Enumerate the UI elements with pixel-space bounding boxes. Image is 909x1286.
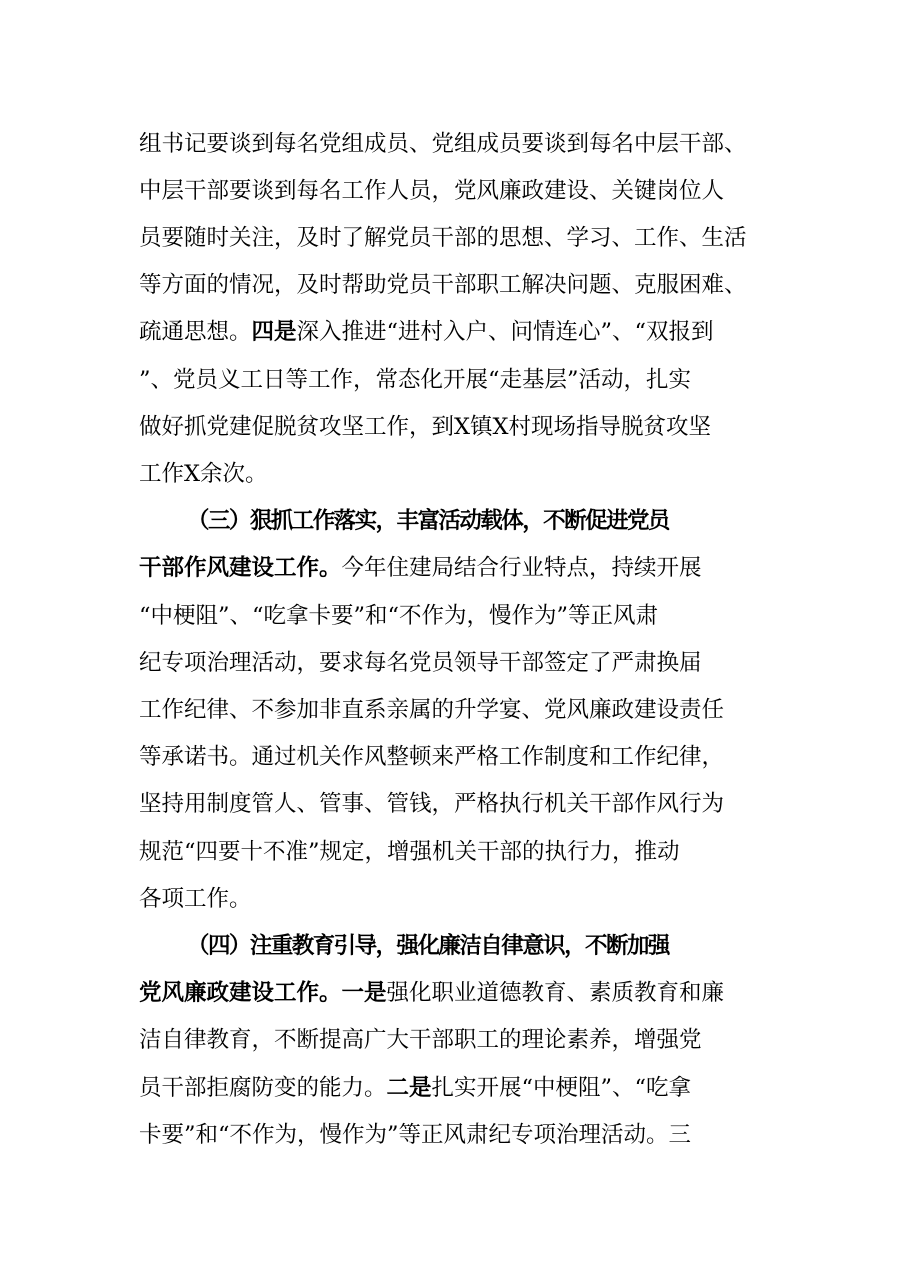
text-line xyxy=(139,1117,789,1153)
text-line xyxy=(139,267,789,303)
text-segment: 等承诺书。通过机关作风整顿来严格工作制度和工作纪律， xyxy=(139,744,725,770)
text-line xyxy=(139,314,789,350)
bold-text-segment: 二是 xyxy=(386,1075,432,1101)
text-segment: 坚持用制度管人、管事、管钱，严格执行机关干部作风行为 xyxy=(139,791,725,817)
text-segment: 今年住建局结合行业特点，持续开展 xyxy=(341,555,702,581)
text-segment: 工作X余次。 xyxy=(139,461,268,487)
section-heading-line xyxy=(187,503,837,539)
text-line xyxy=(139,739,789,775)
text-line xyxy=(139,881,789,917)
text-line xyxy=(139,220,789,256)
text-line xyxy=(139,645,789,681)
section-heading: （四）注重教育引导，强化廉洁自律意识，不断加强 xyxy=(187,933,669,959)
text-segment: 规范“四要十不准”规定，增强机关干部的执行力，推动 xyxy=(139,839,680,865)
text-line xyxy=(139,692,789,728)
text-segment: 员干部拒腐防变的能力。 xyxy=(139,1075,387,1101)
text-segment: 扎实开展“中梗阻”、“吃拿 xyxy=(431,1075,692,1101)
bold-text-segment: 一是 xyxy=(341,980,387,1006)
text-line xyxy=(139,975,789,1011)
text-segment: 疏通思想。 xyxy=(139,319,252,345)
text-segment: 等方面的情况，及时帮助党员干部职工解决问题、克服困难、 xyxy=(139,272,747,298)
text-line xyxy=(139,786,789,822)
text-line xyxy=(139,550,789,586)
text-segment: 员要随时关注，及时了解党员干部的思想、学习、工作、生活 xyxy=(139,225,747,251)
text-line xyxy=(139,409,789,445)
text-segment: 做好抓党建促脱贫攻坚工作，到X镇X村现场指导脱贫攻坚 xyxy=(139,414,712,440)
text-segment: 洁自律教育，不断提高广大干部职工的理论素养，增强党 xyxy=(139,1027,702,1053)
text-line xyxy=(139,173,789,209)
text-segment: 各项工作。 xyxy=(139,886,252,912)
bold-text-segment: 四是 xyxy=(251,319,297,345)
text-segment: “中梗阻”、“吃拿卡要”和“不作为，慢作为”等正风肃 xyxy=(139,603,659,629)
text-segment: ”、党员义工日等工作，常态化开展“走基层”活动，扎实 xyxy=(139,367,692,393)
section-heading: 党风廉政建设工作。 xyxy=(139,980,342,1006)
text-segment: 中层干部要谈到每名工作人员，党风廉政建设、关键岗位人 xyxy=(139,178,725,204)
section-heading: 干部作风建设工作。 xyxy=(139,555,342,581)
text-line xyxy=(139,598,789,634)
text-line xyxy=(139,834,789,870)
text-line xyxy=(139,1022,789,1058)
text-segment: 组书记要谈到每名党组成员、党组成员要谈到每名中层干部、 xyxy=(139,131,747,157)
section-heading: （三）狠抓工作落实，丰富活动载体，不断促进党员 xyxy=(187,508,669,534)
text-segment: 卡要”和“不作为，慢作为”等正风肃纪专项治理活动。三 xyxy=(139,1122,692,1148)
text-line xyxy=(139,126,789,162)
text-segment: 纪专项治理活动，要求每名党员领导干部签定了严肃换届 xyxy=(139,650,702,676)
text-segment: 工作纪律、不参加非直系亲属的升学宴、党风廉政建设责任 xyxy=(139,697,725,723)
text-line xyxy=(139,456,789,492)
text-segment: 强化职业道德教育、素质教育和廉 xyxy=(386,980,725,1006)
text-line xyxy=(139,362,789,398)
section-heading-line xyxy=(187,928,837,964)
text-segment: 深入推进“进村入户、问情连心”、“双报到 xyxy=(296,319,714,345)
text-line xyxy=(139,1070,789,1106)
